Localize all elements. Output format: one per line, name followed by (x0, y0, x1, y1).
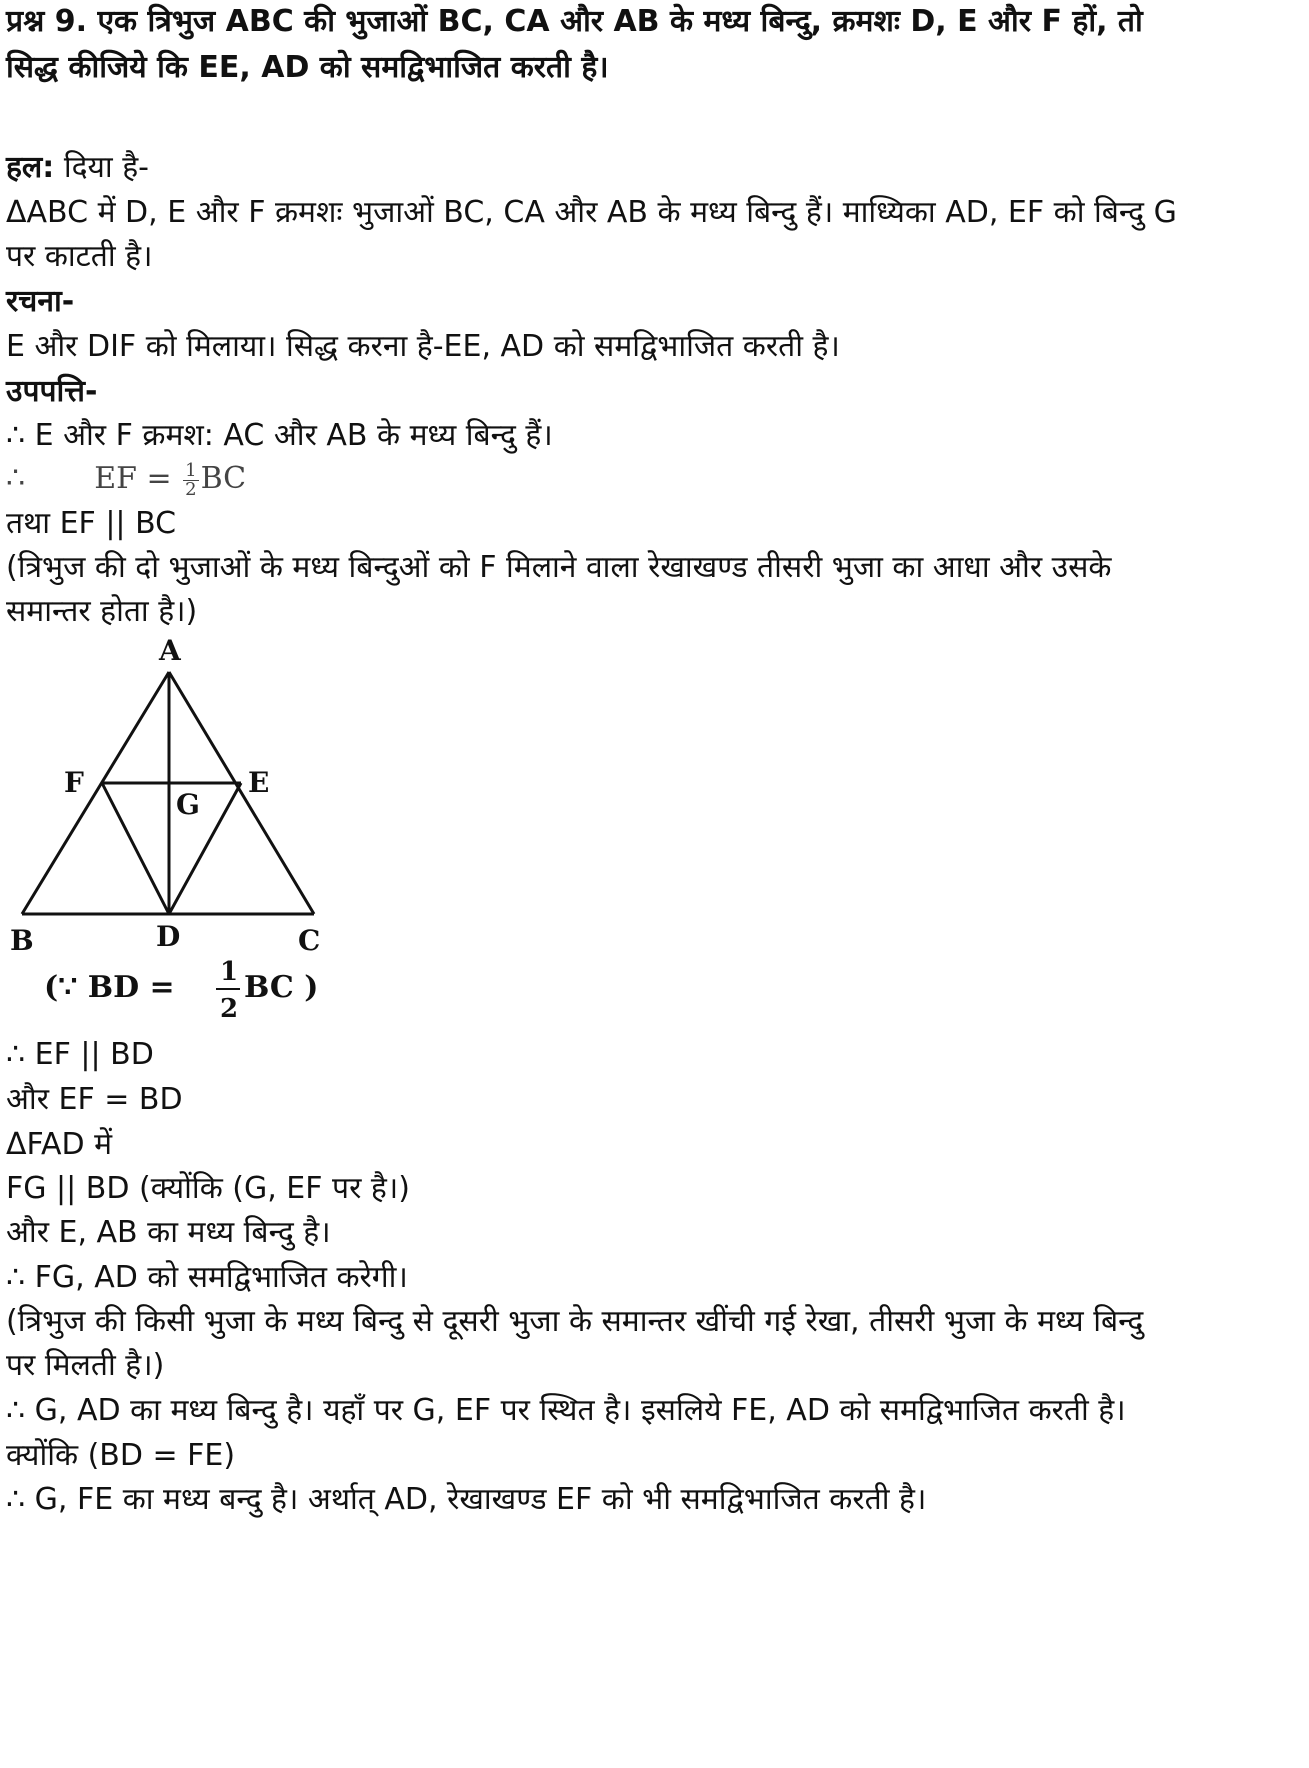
rachna-text: E और DIF को मिलाया। सिद्ध करना है-EE, AD को समद्विभाजित करती है। (6, 329, 840, 364)
caption-numerator: 1 (220, 957, 239, 987)
proof-step-2 (6, 459, 246, 499)
bc-rhs: BC (200, 461, 247, 496)
proof-step-9: और E, AB का मध्य बिन्दु है। (6, 1215, 331, 1250)
given-line-1: ΔABC में D, E और F क्रमशः भुजाओं BC, CA और AB के मध्य बिन्दु हैं। माध्यिका AD, EF को बिन्दु G (6, 195, 1177, 230)
caption-open: (∵ BD = (44, 970, 175, 1005)
point-f-label: F (64, 766, 84, 799)
vertex-c-label: C (298, 924, 321, 957)
proof-step-6: और EF = BD (6, 1082, 183, 1117)
proof-note-2a: (त्रिभुज की किसी भुजा के मध्य बिन्दु से दूसरी भुजा के समान्तर खींची गई रेखा, तीसरी भुजा के मध्य बिन्दु (6, 1304, 1144, 1339)
point-g-label: G (176, 788, 200, 821)
proof-note-1b: समान्तर होता है।) (6, 594, 198, 629)
question-line-2: सिद्ध कीजिये कि EE, AD को समद्विभाजित करती है। (6, 50, 609, 85)
proof-step-13: क्योंकि (BD = FE) (6, 1438, 236, 1473)
vertex-a-label: A (159, 634, 181, 667)
hal-label: हल: (6, 150, 55, 185)
fraction-numerator: 1 (185, 459, 197, 481)
point-e-label: E (248, 766, 270, 799)
proof-step-1: ∴ E और F क्रमश: AC और AB के मध्य बिन्दु हैं। (6, 418, 553, 453)
segment-fd (102, 783, 169, 914)
hal-line (6, 148, 149, 188)
triangle-figure (6, 632, 346, 1027)
question-line-1: प्रश्न 9. एक त्रिभुज ABC की भुजाओं BC, CA और AB के मध्य बिन्दु, क्रमशः D, E और F हों, तो (6, 4, 1143, 39)
proof-note-2b: पर मिलती है।) (6, 1348, 165, 1383)
proof-step-3: तथा EF || BC (6, 506, 177, 541)
proof-step-8: FG || BD (क्योंकि (G, EF पर है।) (6, 1171, 410, 1206)
proof-step-14: ∴ G, FE का मध्य बन्दु है। अर्थात् AD, रेखाखण्ड EF को भी समद्विभाजित करती है। (6, 1482, 927, 1517)
side-ab (22, 672, 169, 914)
therefore-symbol: ∴ (6, 461, 26, 496)
given-line-2: पर काटती है। (6, 239, 153, 274)
proof-step-10: ∴ FG, AD को समद्विभाजित करेगी। (6, 1260, 408, 1295)
upapatti-heading: उपपत्ति- (6, 374, 98, 409)
fraction-denominator: 2 (185, 478, 197, 500)
proof-note-1a: (त्रिभुज की दो भुजाओं के मध्य बिन्दुओं को F मिलाने वाला रेखाखण्ड तीसरी भुजा का आधा और उसके (6, 550, 1112, 585)
point-d-label: D (156, 920, 181, 953)
ef-lhs: EF = (94, 461, 172, 496)
vertex-b-label: B (10, 924, 34, 957)
proof-step-12: ∴ G, AD का मध्य बिन्दु है। यहाँ पर G, EF पर स्थित है। इसलिये FE, AD को समद्विभाजित करती है। (6, 1393, 1126, 1428)
caption-denominator: 2 (220, 994, 239, 1024)
rachna-heading: रचना- (6, 284, 75, 319)
caption-close: BC ) (244, 970, 319, 1005)
proof-step-7: ΔFAD में (6, 1127, 113, 1162)
proof-step-5: ∴ EF || BD (6, 1037, 154, 1072)
hal-text: दिया है- (63, 150, 149, 185)
half-fraction (183, 459, 198, 500)
